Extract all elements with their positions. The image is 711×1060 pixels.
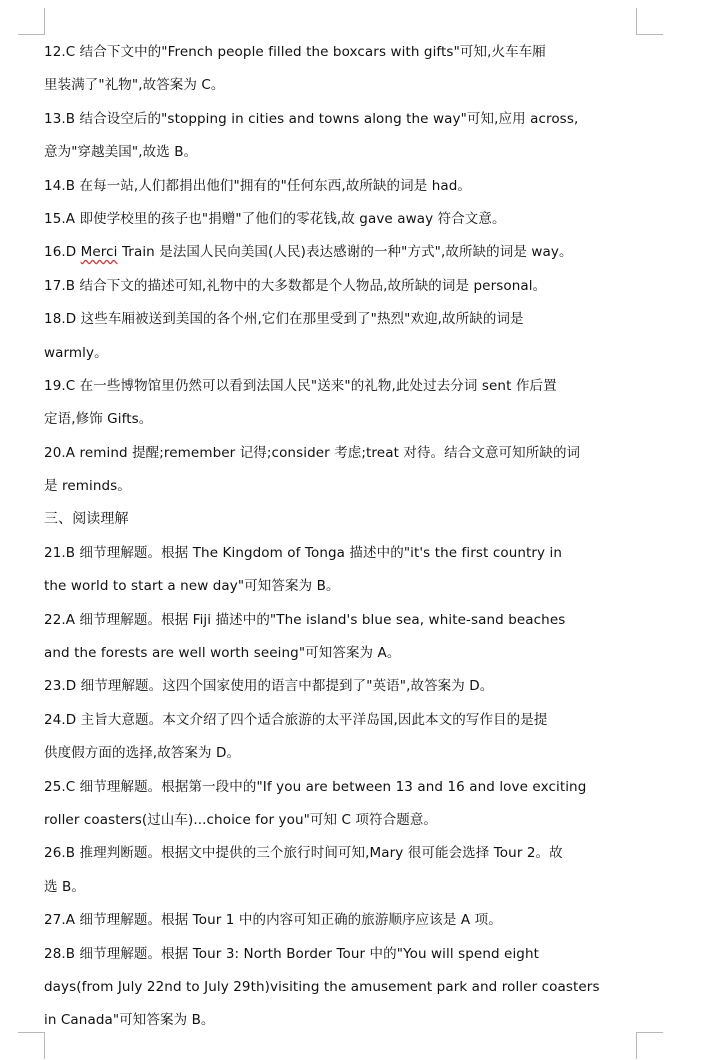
answer-21-line-2: the world to start a new day"可知答案为 B。 bbox=[44, 578, 340, 595]
answer-25-line-1: 25.C 细节理解题。根据第一段中的"If you are between 13 and 16 and love exciting bbox=[44, 778, 587, 795]
answer-18-line-1: 18.D 这些车厢被送到美国的各个州,它们在那里受到了"热烈"欢迎,故所缺的词是 bbox=[44, 311, 524, 328]
answer-19-line-2: 定语,修饰 Gifts。 bbox=[44, 411, 153, 428]
answer-20-line-2: 是 reminds。 bbox=[44, 478, 131, 495]
answer-16-number: 16.D bbox=[44, 244, 81, 261]
section-heading-reading: 三、阅读理解 bbox=[44, 511, 129, 528]
margin-corner-top-left bbox=[18, 8, 45, 35]
answer-14: 14.B 在每一站,人们都捐出他们"拥有的"任何东西,故所缺的词是 had。 bbox=[44, 177, 472, 194]
answer-13-line-2: 意为"穿越美国",故选 B。 bbox=[44, 144, 198, 161]
answer-26-line-1: 26.B 推理判断题。根据文中提供的三个旅行时间可知,Mary 很可能会选择 Tour 2。故 bbox=[44, 845, 563, 862]
answer-23: 23.D 细节理解题。这四个国家使用的语言中都提到了"英语",故答案为 D。 bbox=[44, 678, 494, 695]
document-body bbox=[44, 36, 644, 1038]
answer-24-line-1: 24.D 主旨大意题。本文介绍了四个适合旅游的太平洋岛国,因此本文的写作目的是提 bbox=[44, 711, 548, 728]
answer-28-line-1: 28.B 细节理解题。根据 Tour 3: North Border Tour 中的"You will spend eight bbox=[44, 945, 540, 962]
answer-16-text: Train 是法国人民向美国(人民)表达感谢的一种"方式",故所缺的词是 way。 bbox=[117, 244, 573, 261]
answer-18-line-2: warmly。 bbox=[44, 344, 108, 361]
answer-21-line-1: 21.B 细节理解题。根据 The Kingdom of Tonga 描述中的"it's the first country in bbox=[44, 544, 563, 561]
answer-12-line-1: 12.C 结合下文中的"French people filled the boxcars with gifts"可知,火车车厢 bbox=[44, 44, 546, 60]
answer-20-line-1: 20.A remind 提醒;remember 记得;consider 考虑;treat 对待。结合文意可知所缺的词 bbox=[44, 444, 581, 461]
answer-25-line-2: roller coasters(过山车)...choice for you"可知 C 项符合题意。 bbox=[44, 811, 438, 828]
spellcheck-underlined-word: Merci bbox=[80, 244, 118, 261]
answer-24-line-2: 供度假方面的选择,故答案为 D。 bbox=[44, 745, 241, 762]
answer-22-line-1: 22.A 细节理解题。根据 Fiji 描述中的"The island's blue sea, white-sand beaches bbox=[44, 611, 566, 628]
answer-28-line-2: days(from July 22nd to July 29th)visiting the amusement park and roller coasters bbox=[44, 978, 600, 995]
answer-16 bbox=[44, 236, 644, 269]
answer-22-line-2: and the forests are well worth seeing"可知答案为 A。 bbox=[44, 645, 401, 662]
answer-19-line-1: 19.C 在一些博物馆里仍然可以看到法国人民"送来"的礼物,此处过去分词 sent 作后置 bbox=[44, 377, 557, 394]
answer-17: 17.B 结合下文的描述可知,礼物中的大多数都是个人物品,故所缺的词是 personal。 bbox=[44, 277, 547, 294]
answer-27: 27.A 细节理解题。根据 Tour 1 中的内容可知正确的旅游顺序应该是 A 项。 bbox=[44, 912, 502, 929]
margin-corner-bottom-left bbox=[18, 1032, 45, 1059]
answer-12-line-2: 里装满了"礼物",故答案为 C。 bbox=[44, 77, 225, 94]
answer-26-line-2: 选 B。 bbox=[44, 878, 85, 895]
answer-28-line-3: in Canada"可知答案为 B。 bbox=[44, 1012, 215, 1029]
answer-13-line-1: 13.B 结合设空后的"stopping in cities and towns along the way"可知,应用 across, bbox=[44, 110, 579, 127]
answer-15: 15.A 即使学校里的孩子也"捐赠"了他们的零花钱,故 gave away 符合文意。 bbox=[44, 210, 506, 227]
margin-corner-top-right bbox=[636, 8, 663, 35]
